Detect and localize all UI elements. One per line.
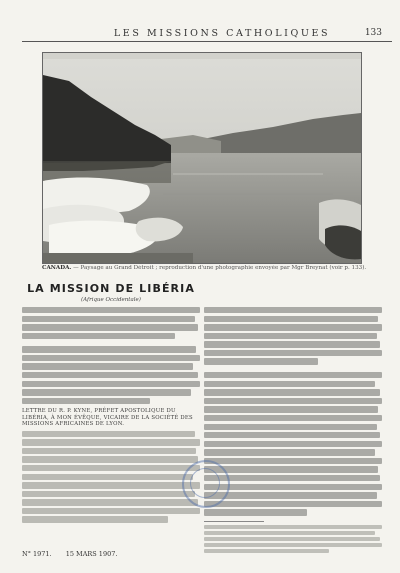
text-line <box>204 372 382 378</box>
journal-title: LES MISSIONS CATHOLIQUES <box>113 28 331 39</box>
text-line <box>22 316 195 322</box>
text-line <box>22 482 200 488</box>
text-line <box>204 381 375 387</box>
text-line <box>22 381 200 387</box>
footnote-line <box>204 543 382 547</box>
text-line <box>204 341 380 347</box>
footnote-line <box>204 537 380 541</box>
text-line <box>204 509 307 515</box>
text-line <box>22 456 198 462</box>
text-line <box>22 389 191 395</box>
text-line <box>204 432 380 438</box>
text-line <box>204 415 382 421</box>
text-line <box>204 458 382 464</box>
text-line <box>22 363 193 369</box>
text-line <box>204 466 378 472</box>
text-line <box>22 431 195 437</box>
footnote-line <box>204 549 329 553</box>
letter-heading: LETTRE DU R. P. KYNE, PRÉFET APOSTOLIQUE DU LIBÉRIA, À MON ÉVÊQUE, VICAIRE DE LA SOCIÉTÉ DES MISSIONS AFRICAINES DE LYON. <box>22 408 193 428</box>
page-footer <box>22 550 222 558</box>
text-line <box>204 316 378 322</box>
text-line <box>22 465 200 471</box>
text-line <box>204 307 382 313</box>
text-line <box>22 474 193 480</box>
text-line <box>204 492 377 498</box>
text-line <box>204 449 375 455</box>
running-head <box>22 28 390 40</box>
text-line <box>22 372 198 378</box>
text-line <box>204 501 382 507</box>
text-line <box>22 355 200 361</box>
text-line <box>22 508 200 514</box>
landscape-photo <box>42 52 362 264</box>
text-line <box>22 439 200 445</box>
text-line <box>204 333 377 339</box>
text-line <box>204 358 318 364</box>
left-column <box>22 307 200 525</box>
footnote-line <box>204 525 382 529</box>
text-line <box>204 398 382 404</box>
text-line <box>22 333 175 339</box>
text-line <box>22 499 198 505</box>
text-line <box>204 424 377 430</box>
text-line <box>204 475 380 481</box>
text-line <box>22 346 196 352</box>
article-subtitle: (Afrique Occidentale) <box>81 297 141 303</box>
text-line <box>22 398 150 404</box>
right-column <box>204 307 382 555</box>
text-line <box>22 448 196 454</box>
issue-number: N° 1971. <box>22 550 52 558</box>
page-number: 133 <box>364 28 382 38</box>
text-line <box>22 307 200 313</box>
text-line <box>204 484 382 490</box>
text-line <box>22 324 198 330</box>
text-line <box>22 516 168 522</box>
issue-date: 15 MARS 1907. <box>65 550 118 558</box>
caption-text: — Paysage au Grand Détroit ; reproduction d'une photographie envoyée par Mgr Breynat (voir p. 133). <box>73 265 367 271</box>
text-line <box>204 441 382 447</box>
photo-caption <box>42 265 372 271</box>
article-title: LA MISSION DE LIBÉRIA <box>27 282 195 295</box>
stamp-inner-ring <box>190 468 220 498</box>
text-line <box>204 406 378 412</box>
footnote-line <box>204 531 375 535</box>
footnote-rule <box>204 521 264 522</box>
text-line <box>204 389 380 395</box>
text-line <box>22 491 195 497</box>
library-stamp <box>182 460 230 508</box>
header-rule <box>22 41 392 42</box>
text-line <box>204 324 382 330</box>
text-line <box>204 350 382 356</box>
caption-place: CANADA. <box>42 265 72 271</box>
